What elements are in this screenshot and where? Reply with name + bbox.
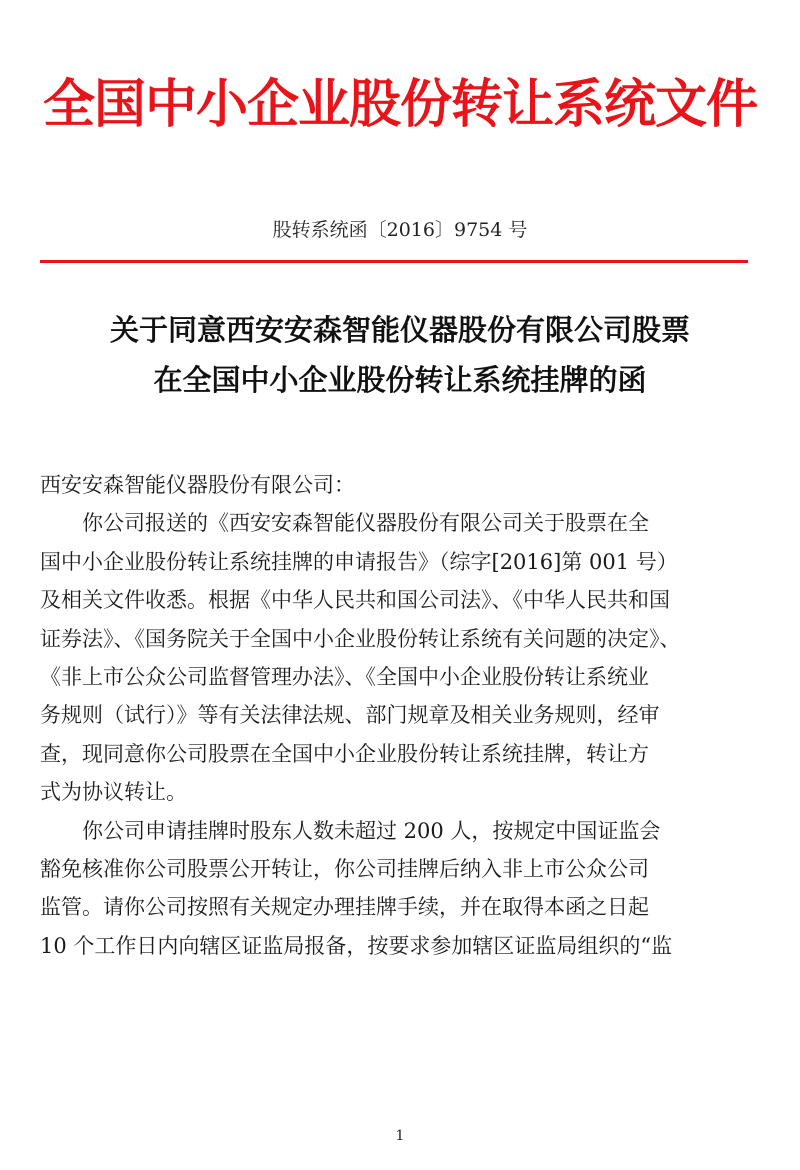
paragraph-1-line: 国中小企业股份转让系统挂牌的申请报告》（综字[2016]第 001 号）: [40, 549, 678, 574]
letter-title-line-2: 在全国中小企业股份转让系统挂牌的函: [153, 363, 647, 397]
paragraph-1-line: 查，现同意你公司股票在全国中小企业股份转让系统挂牌，转让方: [40, 741, 649, 766]
paragraph-1-line: 你公司报送的《西安安森智能仪器股份有限公司关于股票在全: [82, 511, 649, 536]
document-number: 股转系统函〔2016〕9754 号: [272, 219, 528, 241]
paragraph-2: [40, 812, 752, 966]
letter-title: [0, 305, 800, 405]
paragraph-2-line: 你公司申请挂牌时股东人数未超过 200 人，按规定中国证监会: [82, 818, 661, 843]
letter-title-line-1: 关于同意西安安森智能仪器股份有限公司股票: [109, 313, 690, 347]
paragraph-1-line: 务规则（试行）》等有关法律法规、部门规章及相关业务规则，经审: [40, 703, 660, 728]
paragraph-1-line: 《非上市公众公司监督管理办法》、《全国中小企业股份转让系统业: [40, 665, 649, 690]
paragraph-1-line: 证券法》、《国务院关于全国中小企业股份转让系统有关问题的决定》、: [40, 626, 681, 651]
paragraph-2-line: 10 个工作日内向辖区证监局报备，按要求参加辖区证监局组织的“监: [40, 933, 673, 958]
page-number: 1: [395, 1128, 405, 1144]
salutation: 西安安森智能仪器股份有限公司：: [40, 473, 355, 497]
paragraph-2-line: 豁免核准你公司股票公开转让，你公司挂牌后纳入非上市公众公司: [40, 857, 649, 882]
issuer-header-title: 全国中小企业股份转让系统文件: [42, 74, 757, 135]
paragraph-1: [40, 504, 752, 811]
paragraph-1-line: 式为协议转让。: [40, 780, 187, 805]
paragraph-2-line: 监管。请你公司按照有关规定办理挂牌手续，并在取得本函之日起: [40, 895, 649, 920]
paragraph-1-line: 及相关文件收悉。根据《中华人民共和国公司法》、《中华人民共和国: [40, 588, 670, 613]
letter-body: [40, 466, 752, 965]
header-red-divider: [40, 260, 748, 263]
